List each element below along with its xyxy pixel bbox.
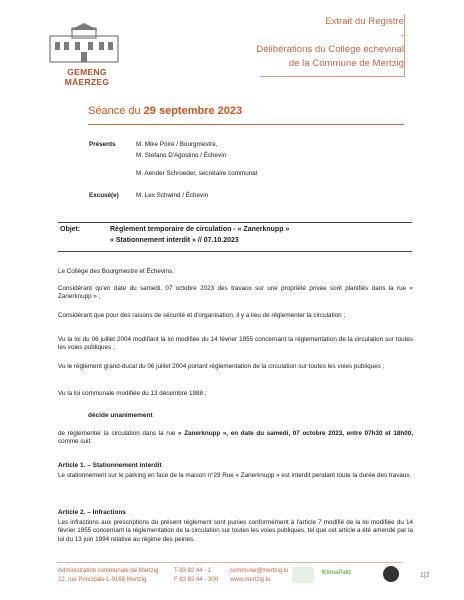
- paragraph-5: Vu la loi communale modifiée du 13 décembre 1988 ;: [58, 390, 207, 397]
- seance-date: 29 septembre 2023: [143, 105, 243, 117]
- excused-line-1: M. Lex Schwind / Échevin: [136, 192, 209, 199]
- excused-label: Excusé(e): [89, 192, 119, 199]
- objet-line-1: Règlement temporaire de circulation - « Zanerknupp »: [110, 226, 290, 233]
- paragraph-1: Considérant qu'en date du samedi, 07 octobre 2023 des travaux sur une propriété privée sont planifiés dans la rue « Zanerknupp » ;: [58, 285, 413, 301]
- present-label: Présents: [89, 141, 116, 148]
- logo-text: GEMENG MÄERZEG: [64, 67, 110, 87]
- seance-label: Séance du: [88, 105, 141, 117]
- footer-tel: T 83 82 44 - 1: [174, 568, 212, 574]
- seance-rule: [88, 124, 404, 125]
- footer-rule: [56, 562, 402, 563]
- present-line-2: M. Stefano D'Agostino / Échevin: [136, 152, 227, 159]
- article-1-title: Article 1. – Stationnement interdit: [58, 462, 162, 469]
- paragraph-3: Vu la loi du 06 juillet 2004 modifiant la loi modifiée du 14 février 1955 concernant la réglementation de la circulation sur toutes les voies publiques ;: [58, 336, 413, 352]
- present-line-1: M. Mike Poiré / Bourgmestre,: [136, 141, 218, 148]
- fairtrade-icon: [383, 566, 399, 582]
- footer-address-2: 22, rue Principale L-9168 Mertzig: [58, 577, 147, 583]
- register-line-4: de la Commune de Mertzig: [288, 58, 404, 69]
- footer-web[interactable]: www.mertzig.lu: [230, 577, 271, 583]
- paragraph-6: [58, 430, 413, 447]
- article-2-text: Les infractions aux prescriptions du présent règlement sont punies conformément à l'article 7 modifié de la loi modifiée du 14 février 1955 concernant la réglementation de la circulation sur toutes les voies publiques, tel que cet article a été amendé par la loi du 13 juin 1994 relative au régime des peines.: [58, 519, 413, 543]
- register-line-1: Extrait du Registre: [325, 16, 404, 27]
- footer-email[interactable]: commune@mertzig.lu: [230, 568, 289, 574]
- paragraph-6-end: comme suit:: [58, 438, 92, 446]
- page-number: 1|2: [420, 572, 430, 579]
- intro-paragraph: Le Collège des Bourgmestre et Échevins,: [58, 268, 174, 275]
- paragraph-6-bold: « Zanerknupp », en date du samedi, 07 octobre 2023, entre 07h30 et 18h00,: [178, 430, 413, 437]
- footer-address-1: Administration communale de Mertzig: [58, 568, 159, 574]
- objet-label: Objet:: [60, 226, 81, 233]
- paragraph-6-start: de réglementer la circulation dans la rue: [58, 430, 179, 437]
- footer-fax: F 83 82 44 - 300: [174, 577, 219, 583]
- present-line-3: M. Aender Schroeder, secrétaire communal: [136, 170, 258, 177]
- objet-line-2: « Stationnement interdit » // 07.10.2023: [110, 237, 239, 244]
- seance-title: [88, 105, 242, 117]
- register-line-2: -: [400, 30, 404, 41]
- klimapakt-badge: KlimaPakt: [322, 570, 352, 576]
- decide-heading: décide unanimement: [88, 412, 153, 419]
- register-line-3: Délibérations du Collège échevinal: [256, 44, 404, 55]
- paragraph-2: Considérant que pour des raisons de sécurité et d'organisation, il y a lieu de réglementer la circulation ;: [58, 312, 346, 319]
- article-2-title: Article 2. – Infractions: [58, 509, 126, 516]
- article-1-text: Le stationnement sur le parking en face de la maison n°29 Rue « Zanerknupp » est interdit pendant toute la durée des travaux.: [58, 472, 412, 479]
- paragraph-4: Vu le règlement grand-ducal du 06 juillet 2004 portant réglementation de la circulation sur toutes les voies publiques ;: [58, 363, 385, 370]
- partner-logo-icon: [292, 567, 314, 583]
